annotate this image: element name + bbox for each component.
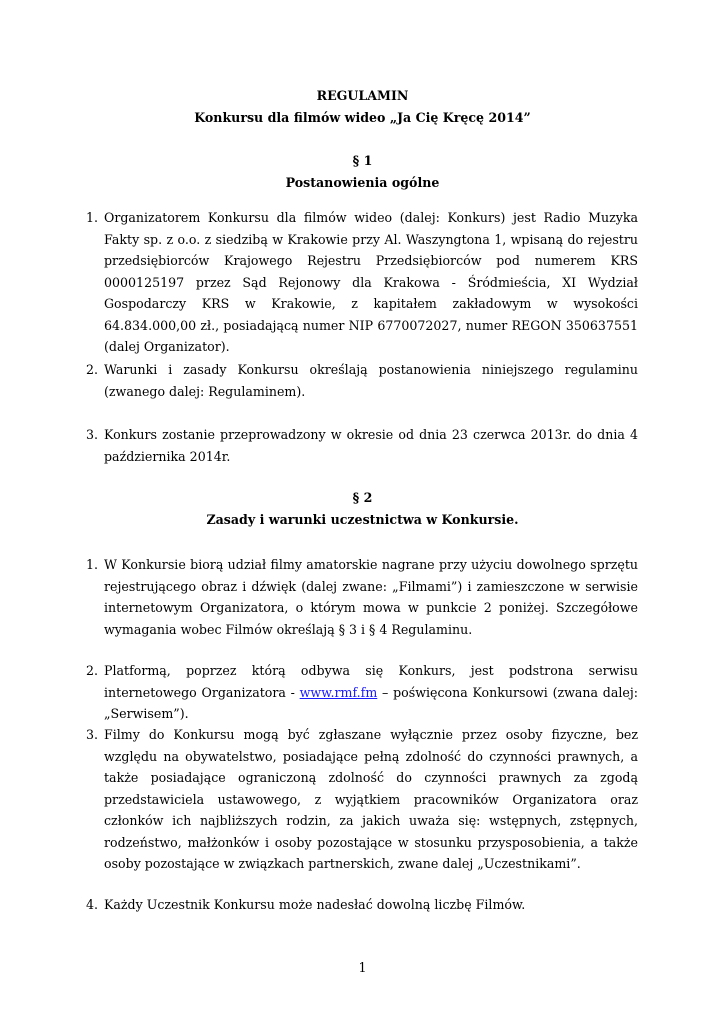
document-title: REGULAMIN (316, 88, 409, 103)
list-item (86, 660, 638, 725)
list-item-number: 1. (86, 210, 99, 225)
list-item-text: Konkurs zostanie przeprowadzony w okresie od dnia 23 czerwca 2013r. do dnia 4 października 2014r. (104, 427, 638, 464)
list-item (86, 894, 638, 916)
page-number: 1 (358, 960, 367, 975)
list-item-text: Warunki i zasady Konkursu określają postanowienia niniejszego regulaminu (zwanego dalej: Regulaminem). (104, 362, 638, 399)
list-item-number: 1. (86, 557, 99, 572)
document-subtitle: Konkursu dla filmów wideo „Ja Cię Kręcę 2014” (194, 110, 531, 125)
list-item-text: Każdy Uczestnik Konkursu może nadesłać dowolną liczbę Filmów. (104, 897, 526, 912)
list-item-number: 2. (86, 663, 99, 678)
website-link[interactable]: www.rmf.fm (299, 684, 378, 700)
list-item (86, 724, 638, 875)
list-item (86, 424, 638, 467)
section-number: § 1 (352, 153, 373, 168)
list-item-number: 3. (86, 427, 99, 442)
section-heading: Postanowienia ogólne (285, 175, 440, 190)
list-item-text (104, 660, 638, 725)
text-segment: – poświęcona Konkursowi (zwana dalej: „Serwisem”). (104, 684, 638, 721)
list-item-text: Organizatorem Konkursu dla filmów wideo (dalej: Konkurs) jest Radio Muzyka Fakty sp. z o.o. z siedzibą w Krakowie przy Al. Waszyngtona 1, wpisaną do rejestru przedsiębiorców Krajowego Rejestru Przedsiębiorców pod numerem KRS 0000125197 przez Sąd Rejonowy dla Krakowa - Śródmieścia, XI Wydział Gospodarczy KRS w Krakowie, z kapitałem zakładowym w wysokości 64.834.000,00 zł., posiadającą numer NIP 6770072027, numer REGON 350637551 (dalej Organizator). (104, 210, 638, 354)
list-item-number: 3. (86, 727, 99, 742)
list-item (86, 554, 638, 640)
list-item-text: W Konkursie biorą udział filmy amatorskie nagrane przy użyciu dowolnego sprzętu rejestrującego obraz i dźwięk (dalej zwane: „Filmami”) i zamieszczone w serwisie internetowym Organizatora, o którym mowa w punkcie 2 poniżej. Szczegółowe wymagania wobec Filmów określają § 3 i § 4 Regulaminu. (104, 557, 638, 637)
list-item-number: 4. (86, 897, 99, 912)
list-item-number: 2. (86, 362, 99, 377)
list-item (86, 359, 638, 402)
list-item-text: Filmy do Konkursu mogą być zgłaszane wyłącznie przez osoby fizyczne, bez względu na obywatelstwo, posiadające pełną zdolność do czynności prawnych, a także posiadające ograniczoną zdolność do czynności prawnych za zgodą przedstawiciela ustawowego, z wyjątkiem pracowników Organizatora oraz członków ich najbliższych rodzin, za jakich uważa się: wstępnych, zstępnych, rodzeństwo, małżonków i osoby pozostające w stosunku przysposobienia, a także osoby pozostające w związkach partnerskich, zwane dalej „Uczestnikami”. (104, 727, 638, 871)
text-segment: Platformą, poprzez którą odbywa się Konkurs, jest podstrona serwisu internetowego Organizatora - (104, 663, 638, 700)
list-item (86, 207, 638, 358)
section-heading: Zasady i warunki uczestnictwa w Konkursie. (206, 512, 519, 527)
section-number: § 2 (352, 490, 373, 505)
